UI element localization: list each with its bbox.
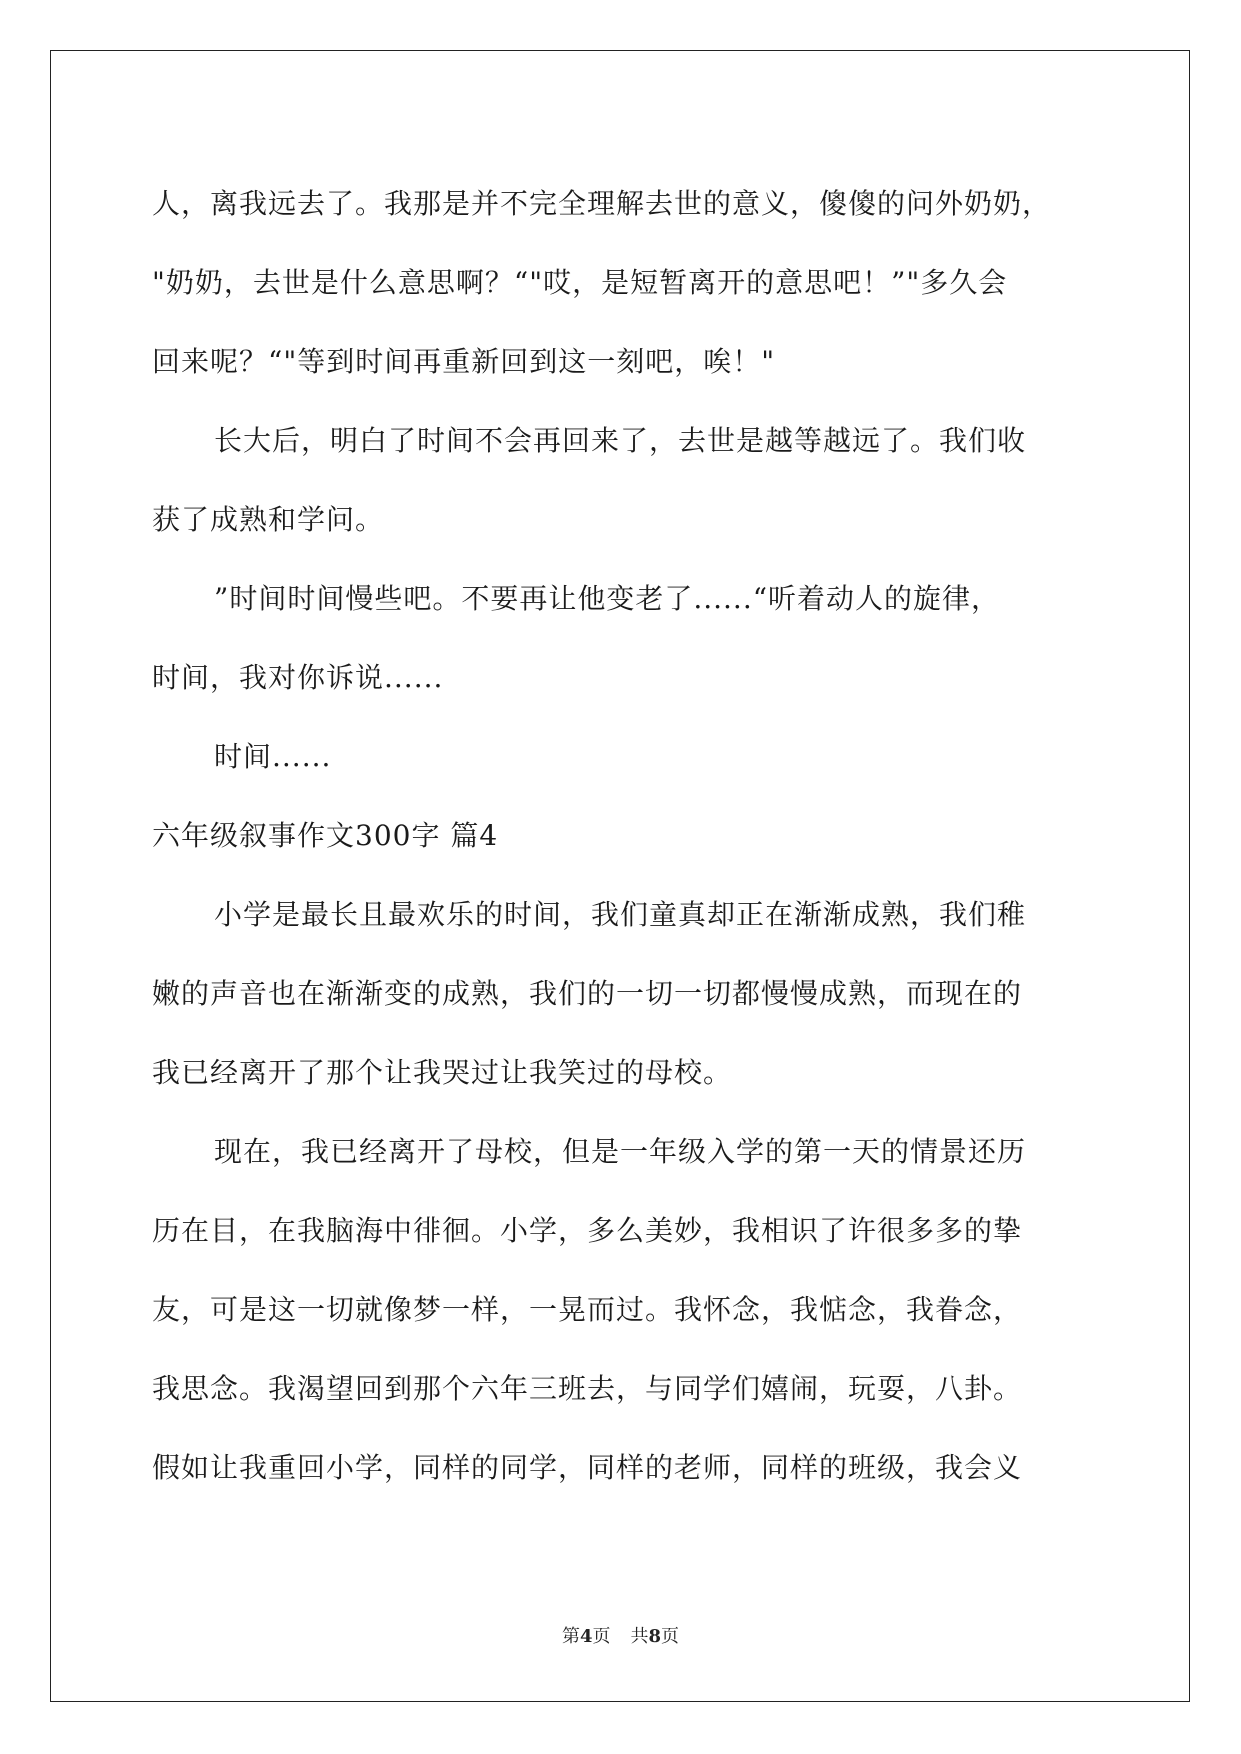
page-number-prefix: 第: [561, 1626, 580, 1647]
text-line-15: 友，可是这一切就像梦一样，一晃而过。我怀念，我惦念，我眷念，: [152, 1293, 1023, 1326]
page-footer: [0, 1622, 1241, 1648]
document-body: [152, 164, 1092, 1507]
page-number-suffix: 页: [592, 1626, 611, 1647]
text-line-2: "奶奶，去世是什么意思啊？“"哎，是短暂离开的意思吧！”"多久会: [152, 266, 1008, 299]
text-line-10: 小学是最长且最欢乐的时间，我们童真却正在渐渐成熟，我们稚: [214, 898, 1027, 931]
text-line-8: 时间......: [214, 740, 332, 773]
text-line-16: 我思念。我渴望回到那个六年三班去，与同学们嬉闹，玩耍，八卦。: [152, 1372, 1023, 1405]
text-line-1: 人，离我远去了。我那是并不完全理解去世的意义，傻傻的问外奶奶，: [152, 187, 1052, 220]
text-line-7: 时间，我对你诉说......: [152, 661, 444, 694]
text-line-11: 嫩的声音也在渐渐变的成熟，我们的一切一切都慢慢成熟，而现在的: [152, 977, 1023, 1010]
text-line-6: ”时间时间慢些吧。不要再让他变老了......“听着动人的旋律，: [214, 582, 1001, 615]
section-heading: 六年级叙事作文300字 篇4: [152, 819, 499, 852]
total-pages-prefix: 共: [630, 1626, 649, 1647]
text-line-12: 我已经离开了那个让我哭过让我笑过的母校。: [152, 1056, 733, 1089]
text-line-3: 回来呢？“"等到时间再重新回到这一刻吧，唉！": [152, 345, 776, 378]
text-line-17: 假如让我重回小学，同样的同学，同样的老师，同样的班级，我会义: [152, 1451, 1023, 1484]
text-line-5: 获了成熟和学问。: [152, 503, 385, 536]
text-line-4: 长大后，明白了时间不会再回来了，去世是越等越远了。我们收: [214, 424, 1027, 457]
total-page-count: 8: [648, 1626, 662, 1647]
current-page-number: 4: [579, 1626, 593, 1647]
text-line-13: 现在，我已经离开了母校，但是一年级入学的第一天的情景还历: [214, 1135, 1027, 1168]
text-line-14: 历在目，在我脑海中徘徊。小学，多么美妙，我相识了许很多多的挚: [152, 1214, 1023, 1247]
total-pages-suffix: 页: [661, 1626, 680, 1647]
